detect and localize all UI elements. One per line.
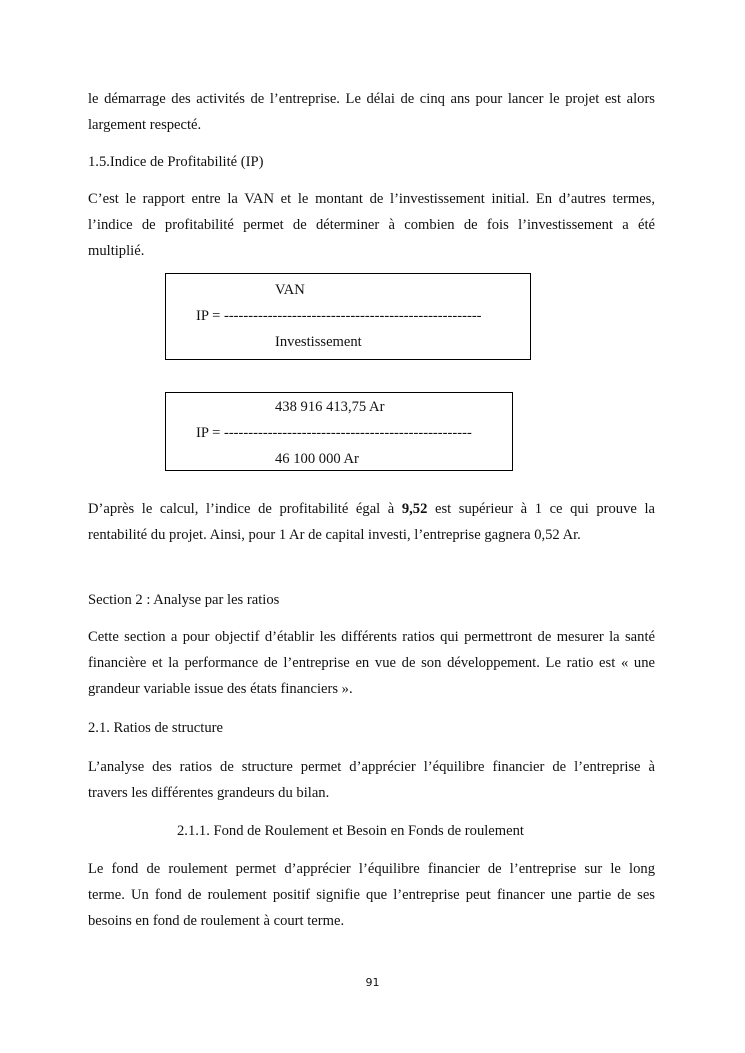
text-segment: est supérieur à 1 ce qui prouve la: [434, 501, 655, 517]
text-line: [88, 496, 655, 522]
text-line: terme. Un fond de roulement positif signifie que l’entreprise peut financer une partie de ses: [88, 887, 655, 903]
text-line: Le fond de roulement permet d’apprécier l’équilibre financier de l’entreprise sur le long: [88, 861, 655, 877]
paragraph-project-delay: [88, 86, 655, 138]
ip-value: 9,52: [401, 501, 428, 517]
paragraph-section-objective: [88, 624, 655, 702]
text-line: Cette section a pour objectif d’établir les différents ratios qui permettront de mesurer la santé: [88, 629, 655, 645]
text-line: besoins en fond de roulement à court terme.: [88, 913, 345, 929]
page-number: 91: [365, 976, 380, 989]
text-line: rentabilité du projet. Ainsi, pour 1 Ar de capital investi, l’entreprise gagnera 0,52 Ar.: [88, 527, 581, 543]
formula-denominator: 46 100 000 Ar: [275, 451, 359, 467]
paragraph-structure-ratios: [88, 754, 655, 806]
text-line: L’analyse des ratios de structure permet d’apprécier l’équilibre financier de l’entreprise à: [88, 759, 655, 775]
text-line: l’indice de profitabilité permet de déterminer à combien de fois l’investissement a été: [88, 217, 655, 233]
text-line: grandeur variable issue des états financiers ».: [88, 681, 353, 697]
heading-working-capital: 2.1.1. Fond de Roulement et Besoin en Fonds de roulement: [177, 823, 524, 839]
formula-numerator: VAN: [275, 282, 305, 298]
text-line: multiplié.: [88, 243, 145, 259]
formula-box-general: [165, 273, 531, 360]
text-line: financière et la performance de l’entreprise en vue de son développement. Le ratio est « une: [88, 655, 655, 671]
text-line: le démarrage des activités de l’entreprise. Le délai de cinq ans pour lancer le projet est alors: [88, 91, 655, 107]
formula-denominator: Investissement: [275, 334, 362, 350]
text-line: C’est le rapport entre la VAN et le montant de l’investissement initial. En d’autres termes,: [88, 191, 655, 207]
text-line: travers les différentes grandeurs du bilan.: [88, 785, 330, 801]
formula-numerator: 438 916 413,75 Ar: [275, 399, 385, 415]
formula-equation: IP = ---------------------------------------------------: [196, 425, 472, 441]
paragraph-ip-result: [88, 496, 655, 548]
text-line: largement respecté.: [88, 117, 202, 133]
paragraph-working-capital: [88, 856, 655, 934]
heading-structure-ratios: 2.1. Ratios de structure: [88, 720, 223, 736]
heading-profitability-index: 1.5.Indice de Profitabilité (IP): [88, 154, 264, 170]
formula-box-computed: [165, 392, 513, 471]
heading-section-2: Section 2 : Analyse par les ratios: [88, 592, 280, 608]
text-segment: D’après le calcul, l’indice de profitabilité égal à: [88, 501, 395, 517]
paragraph-ip-definition: [88, 186, 655, 264]
formula-equation: IP = -----------------------------------------------------: [196, 308, 482, 324]
